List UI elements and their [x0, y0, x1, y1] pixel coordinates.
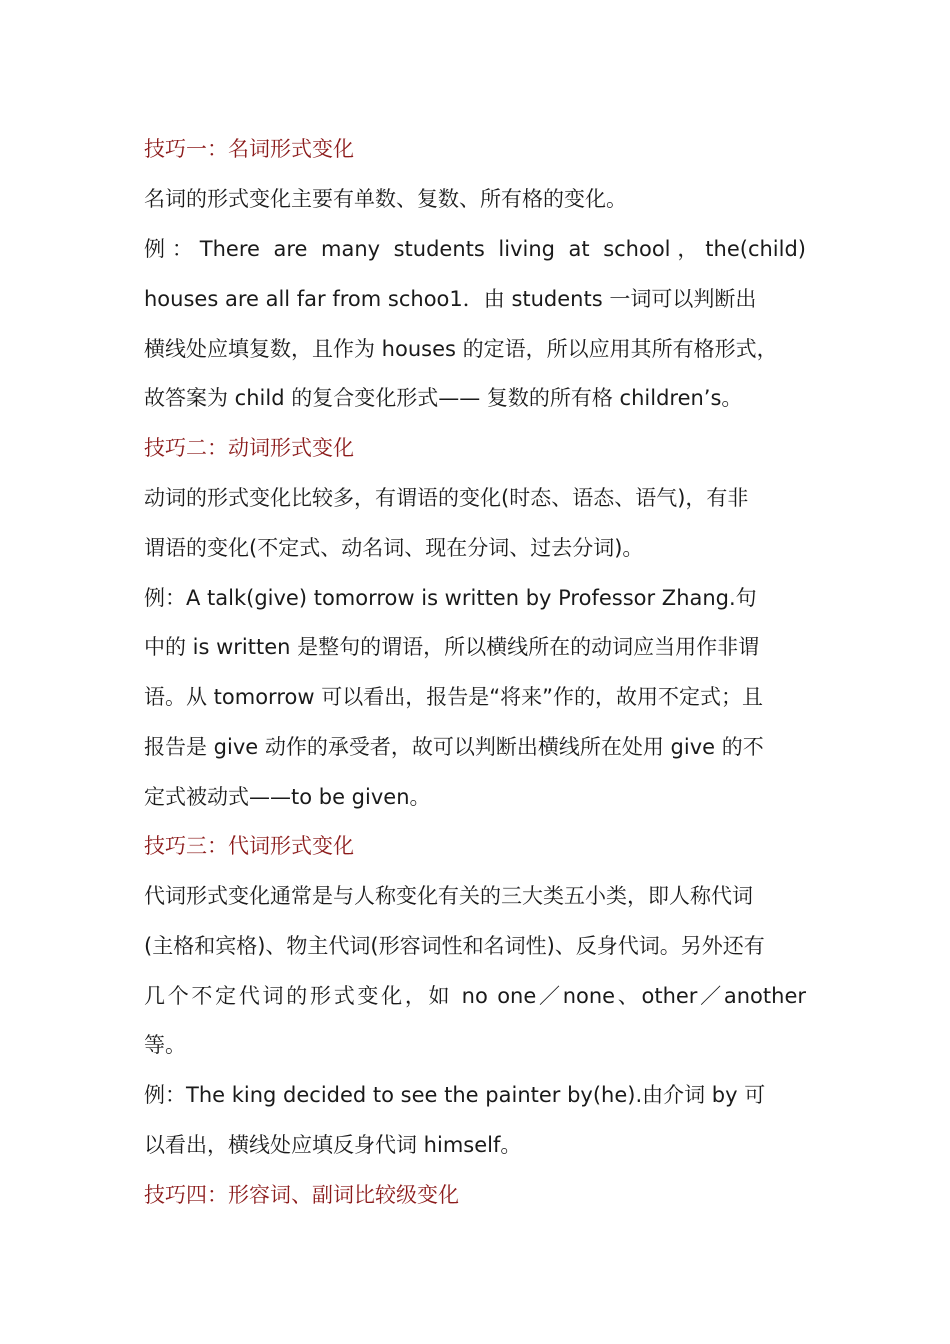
paragraph-line: 等。: [144, 1033, 186, 1057]
paragraph-line: 例：The king decided to see the painter by(he).由介词 by 可: [144, 1083, 766, 1107]
paragraph-line: 谓语的变化(不定式、动名词、现在分词、过去分词)。: [144, 536, 644, 560]
paragraph-line: 中的 is written 是整句的谓语，所以横线所在的动词应当用作非谓: [144, 635, 760, 659]
section-heading: 技巧一：名词形式变化: [144, 137, 354, 161]
paragraph-line: 定式被动式——to be given。: [144, 785, 431, 809]
paragraph-line: 例：A talk(give) tomorrow is written by Professor Zhang.句: [144, 586, 757, 610]
paragraph-line: houses are all far from schoo1．由 students 一词可以判断出: [144, 287, 757, 311]
paragraph-line: 横线处应填复数，且作为 houses 的定语，所以应用其所有格形式，: [144, 337, 778, 361]
paragraph-line: 例：There are many students living at school，the(child): [144, 237, 806, 261]
paragraph-line: 以看出，横线处应填反身代词 himself。: [144, 1133, 522, 1157]
paragraph-line: 几个不定代词的形式变化，如 no one／none、other／another: [144, 984, 806, 1008]
paragraph-line: 故答案为 child 的复合变化形式—— 复数的所有格 children’s。: [144, 386, 743, 410]
paragraph-line: 语。从 tomorrow 可以看出，报告是“将来”作的，故用不定式；且: [144, 685, 763, 709]
paragraph-line: 报告是 give 动作的承受者，故可以判断出横线所在处用 give 的不: [144, 735, 764, 759]
section-heading: 技巧三：代词形式变化: [144, 834, 354, 858]
paragraph-line: 名词的形式变化主要有单数、复数、所有格的变化。: [144, 187, 627, 211]
paragraph-line: (主格和宾格)、物主代词(形容词性和名词性)、反身代词。另外还有: [144, 934, 765, 958]
section-heading: 技巧四：形容词、副词比较级变化: [144, 1183, 459, 1207]
section-heading: 技巧二：动词形式变化: [144, 436, 354, 460]
paragraph-line: 动词的形式变化比较多，有谓语的变化(时态、语态、语气)，有非: [144, 486, 749, 510]
paragraph-line: 代词形式变化通常是与人称变化有关的三大类五小类，即人称代词: [144, 884, 753, 908]
